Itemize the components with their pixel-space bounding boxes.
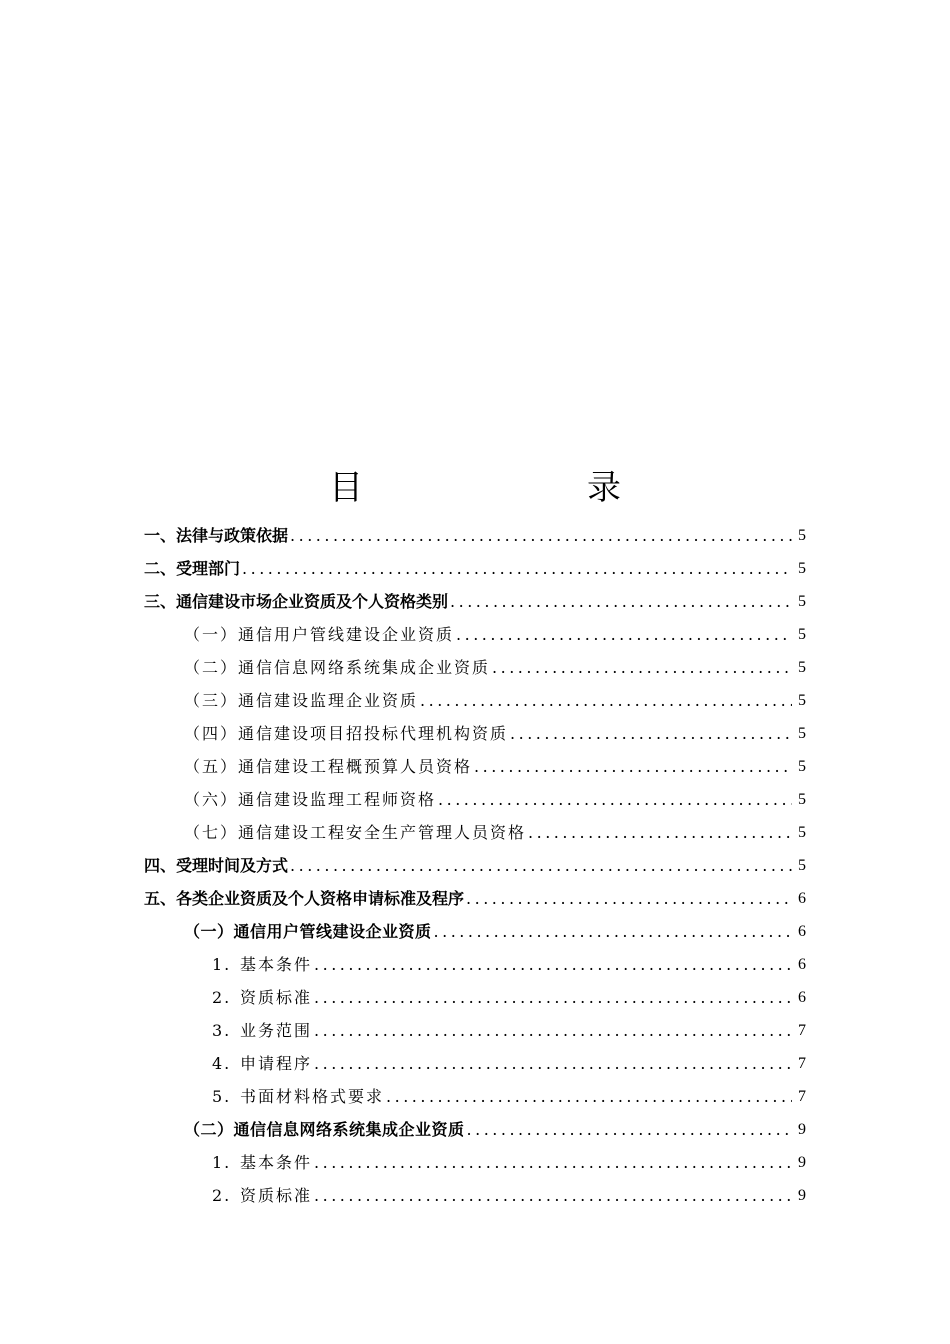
toc-leader	[386, 1087, 792, 1107]
toc-entry-number: 2.	[212, 1186, 232, 1205]
toc-entry-number: 2.	[212, 988, 232, 1007]
toc-entry-page: 7	[798, 1022, 806, 1039]
toc-entry-label: （二）通信信息网络系统集成企业资质	[184, 1120, 465, 1139]
toc-leader	[420, 691, 792, 711]
toc-subentry[interactable]	[184, 621, 806, 645]
toc-entry-label: 四、受理时间及方式	[144, 856, 289, 875]
toc-subentry[interactable]	[184, 687, 806, 711]
toc-entry-page: 6	[798, 956, 806, 973]
toc-entry-page: 9	[798, 1121, 806, 1138]
toc-entry-label: （六）通信建设监理工程师资格	[184, 790, 437, 809]
toc-entry-page: 5	[798, 692, 806, 709]
toc-entry[interactable]	[144, 555, 806, 579]
toc-entry-label: （一）通信用户管线建设企业资质	[184, 922, 432, 941]
toc-entry-page: 7	[798, 1055, 806, 1072]
toc-entry-page: 6	[798, 989, 806, 1006]
toc-entry[interactable]	[144, 522, 806, 546]
toc-entry-page: 6	[798, 923, 806, 940]
toc-subsubentry[interactable]	[212, 1050, 806, 1074]
toc-leader	[314, 1186, 792, 1206]
toc-entry-number: 1.	[212, 1153, 232, 1172]
toc-entry-label: （四）通信建设项目招投标代理机构资质	[184, 724, 509, 743]
toc-subentry[interactable]	[184, 819, 806, 843]
toc-entry-label: （七）通信建设工程安全生产管理人员资格	[184, 823, 527, 842]
toc-entry-page: 9	[798, 1154, 806, 1171]
toc-leader	[528, 823, 792, 843]
toc-entry-page: 5	[798, 791, 806, 808]
toc-entry-number: 5.	[212, 1087, 232, 1106]
toc-subsubentry[interactable]	[212, 1182, 806, 1206]
toc-subentry[interactable]	[184, 918, 806, 942]
toc-subentry[interactable]	[184, 720, 806, 744]
toc-subentry[interactable]	[184, 1116, 806, 1140]
toc-leader	[450, 592, 792, 612]
toc-entry[interactable]	[144, 852, 806, 876]
toc-leader	[510, 724, 792, 744]
toc-entry-label: 三、通信建设市场企业资质及个人资格类别	[144, 592, 449, 611]
toc-entry-page: 5	[798, 725, 806, 742]
toc-leader	[492, 658, 792, 678]
toc-subsubentry[interactable]	[212, 984, 806, 1008]
toc-leader	[438, 790, 792, 810]
toc-entry-label: 基本条件	[240, 1153, 313, 1172]
toc-leader	[456, 625, 792, 645]
toc-leader	[314, 1054, 792, 1074]
toc-subsubentry[interactable]	[212, 1017, 806, 1041]
toc-entry-label: 书面材料格式要求	[240, 1087, 385, 1106]
toc-entry-label: 一、法律与政策依据	[144, 526, 289, 545]
toc-entry[interactable]	[144, 588, 806, 612]
toc-entry-page: 7	[798, 1088, 806, 1105]
toc-leader	[314, 1021, 792, 1041]
toc-leader	[314, 988, 792, 1008]
toc-entry-label: 业务范围	[240, 1021, 313, 1040]
toc-leader	[434, 922, 792, 942]
toc-entry-label: 五、各类企业资质及个人资格申请标准及程序	[144, 889, 465, 908]
toc-leader	[290, 856, 792, 876]
toc-entry-label: （一）通信用户管线建设企业资质	[184, 625, 455, 644]
toc-subentry[interactable]	[184, 654, 806, 678]
toc-entry-page: 9	[798, 1187, 806, 1204]
toc-entry-number: 3.	[212, 1021, 232, 1040]
toc-leader	[467, 1120, 792, 1140]
toc-entry-number: 4.	[212, 1054, 232, 1073]
toc-entry-label: 二、受理部门	[144, 559, 241, 578]
toc-leader	[474, 757, 792, 777]
toc-leader	[314, 1153, 792, 1173]
toc-entry-page: 5	[798, 758, 806, 775]
toc-entry-page: 5	[798, 857, 806, 874]
toc-subsubentry[interactable]	[212, 1083, 806, 1107]
toc-entry-page: 5	[798, 560, 806, 577]
toc-subentry[interactable]	[184, 753, 806, 777]
toc-entry-label: 资质标准	[240, 988, 313, 1007]
toc-entry-page: 5	[798, 527, 806, 544]
page-title: 目 录	[329, 468, 673, 508]
toc-entry-label: 基本条件	[240, 955, 313, 974]
toc-entry-label: 资质标准	[240, 1186, 313, 1205]
toc-entry-label: （二）通信信息网络系统集成企业资质	[184, 658, 491, 677]
toc-entry-page: 5	[798, 659, 806, 676]
toc-entry-page: 5	[798, 824, 806, 841]
toc-entry-number: 1.	[212, 955, 232, 974]
toc-leader	[314, 955, 792, 975]
toc-entry-page: 5	[798, 593, 806, 610]
toc-entry-label: （三）通信建设监理企业资质	[184, 691, 419, 710]
toc-subsubentry[interactable]	[212, 951, 806, 975]
toc-leader	[290, 526, 792, 546]
toc-leader	[242, 559, 792, 579]
toc-entry-label: 申请程序	[240, 1054, 313, 1073]
toc-subentry[interactable]	[184, 786, 806, 810]
toc-entry-page: 6	[798, 890, 806, 907]
toc-entry[interactable]	[144, 885, 806, 909]
toc-entry-label: （五）通信建设工程概预算人员资格	[184, 757, 473, 776]
toc-subsubentry[interactable]	[212, 1149, 806, 1173]
toc-entry-page: 5	[798, 626, 806, 643]
toc-leader	[466, 889, 792, 909]
